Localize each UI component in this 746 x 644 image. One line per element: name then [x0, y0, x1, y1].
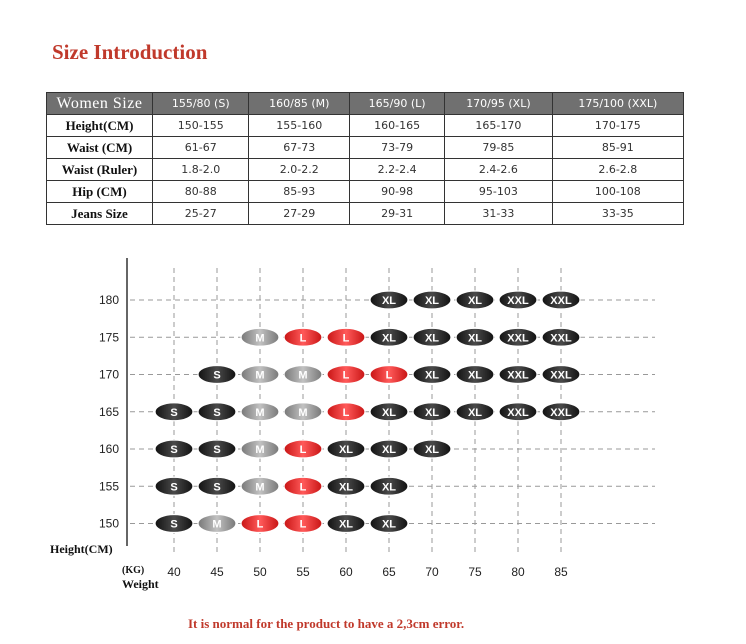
size-marker-xl: [370, 403, 408, 421]
size-label: XL: [338, 444, 354, 456]
y-tick-label: 155: [98, 479, 119, 494]
x-tick-label: 40: [167, 565, 181, 579]
y-tick-label: 170: [98, 367, 119, 382]
size-label: XL: [424, 295, 440, 307]
size-marker-s: [198, 403, 236, 421]
table-cell: 150-155: [153, 115, 249, 137]
table-row: [47, 115, 684, 137]
size-marker-l: [327, 366, 365, 384]
size-marker-s: [155, 440, 193, 458]
y-tick-label: 165: [98, 404, 119, 419]
table-cell: 165-170: [445, 115, 552, 137]
column-header: 155/80 (S): [153, 93, 249, 115]
size-label: S: [170, 444, 178, 456]
page-title: Size Introduction: [52, 40, 208, 64]
error-note: It is normal for the product to have a 2,3cm error.: [188, 616, 465, 631]
table-cell: 29-31: [350, 203, 445, 225]
size-label: XL: [424, 332, 440, 345]
size-marker-m: [241, 477, 279, 495]
size-marker-xxl: [542, 291, 580, 309]
table-cell: 155-160: [249, 115, 350, 137]
size-label: XL: [467, 406, 483, 419]
size-marker-l: [284, 440, 322, 458]
size-marker-xl: [327, 515, 365, 533]
size-marker-xxl: [542, 328, 580, 346]
x-tick-label: 60: [339, 565, 353, 579]
size-label: M: [255, 369, 265, 382]
size-marker-xl: [413, 366, 451, 384]
table-cell: 2.2-2.4: [350, 159, 445, 181]
table-cell: 61-67: [153, 137, 249, 159]
size-marker-l: [370, 366, 408, 384]
size-label: M: [255, 444, 265, 456]
size-marker-l: [284, 477, 322, 495]
size-marker-xl: [413, 440, 451, 458]
column-header: 160/85 (M): [249, 93, 350, 115]
x-axis-title: Weight: [122, 577, 159, 591]
size-marker-xl: [456, 403, 494, 421]
size-label: M: [298, 406, 308, 419]
size-label: XL: [467, 369, 483, 382]
column-header: 165/90 (L): [350, 93, 445, 115]
size-label: XL: [381, 295, 397, 307]
size-label: XL: [338, 481, 354, 494]
size-label: L: [342, 332, 350, 345]
size-marker-m: [284, 366, 322, 384]
size-marker-xxl: [499, 403, 537, 421]
size-marker-xl: [456, 366, 494, 384]
size-label: S: [213, 369, 221, 382]
x-tick-label: 65: [382, 565, 396, 579]
size-label: M: [212, 518, 222, 531]
table-cell: 25-27: [153, 203, 249, 225]
size-label: XL: [381, 332, 397, 345]
size-label: L: [299, 481, 307, 494]
size-label: XXL: [507, 369, 529, 382]
y-tick-label: 150: [98, 516, 119, 531]
x-tick-label: 85: [554, 565, 568, 579]
size-label: L: [299, 332, 307, 345]
size-label: L: [299, 518, 307, 531]
size-marker-xxl: [542, 403, 580, 421]
row-label: Height(CM): [47, 115, 153, 137]
size-label: L: [342, 369, 350, 382]
size-label: S: [213, 406, 221, 419]
size-marker-xxl: [542, 366, 580, 384]
size-marker-xl: [370, 515, 408, 533]
x-axis-unit: (KG): [122, 565, 145, 576]
size-table: [46, 92, 684, 225]
size-label: XL: [424, 444, 440, 456]
x-tick-label: 55: [296, 565, 310, 579]
column-header: 175/100 (XXL): [552, 93, 683, 115]
size-marker-xl: [370, 328, 408, 346]
size-label: L: [385, 369, 393, 382]
size-marker-m: [241, 440, 279, 458]
size-label: XL: [338, 518, 354, 531]
size-label: XL: [381, 481, 397, 494]
size-marker-m: [241, 403, 279, 421]
table-cell: 85-91: [552, 137, 683, 159]
size-marker-l: [241, 515, 279, 533]
size-marker-xl: [456, 291, 494, 309]
y-axis-title: Height(CM): [50, 542, 113, 556]
size-label: XL: [424, 369, 440, 382]
table-cell: 80-88: [153, 181, 249, 203]
size-label: M: [255, 406, 265, 419]
table-cell: 90-98: [350, 181, 445, 203]
size-label: XXL: [507, 295, 529, 307]
size-marker-m: [241, 328, 279, 346]
size-marker-xl: [327, 477, 365, 495]
size-marker-xxl: [499, 291, 537, 309]
table-cell: 2.6-2.8: [552, 159, 683, 181]
size-marker-xl: [370, 477, 408, 495]
size-label: S: [213, 444, 221, 456]
size-marker-m: [198, 515, 236, 533]
size-label: XL: [424, 406, 440, 419]
size-label: M: [255, 332, 265, 345]
size-marker-m: [241, 366, 279, 384]
size-marker-xxl: [499, 328, 537, 346]
row-label: Jeans Size: [47, 203, 153, 225]
x-tick-label: 70: [425, 565, 439, 579]
table-cell: 1.8-2.0: [153, 159, 249, 181]
size-label: L: [342, 406, 350, 419]
size-label: M: [298, 369, 308, 382]
table-row: [47, 203, 684, 225]
table-cell: 67-73: [249, 137, 350, 159]
size-label: XXL: [550, 295, 572, 307]
row-label: Hip (CM): [47, 181, 153, 203]
table-cell: 2.4-2.6: [445, 159, 552, 181]
size-marker-s: [198, 440, 236, 458]
table-cell: 2.0-2.2: [249, 159, 350, 181]
table-cell: 85-93: [249, 181, 350, 203]
table-corner-cell: Women Size: [47, 93, 153, 115]
row-label: Waist (CM): [47, 137, 153, 159]
size-label: XXL: [550, 332, 572, 345]
size-marker-s: [155, 403, 193, 421]
x-tick-label: 75: [468, 565, 482, 579]
row-label: Waist (Ruler): [47, 159, 153, 181]
size-marker-s: [198, 477, 236, 495]
size-label: S: [213, 481, 221, 494]
table-cell: 170-175: [552, 115, 683, 137]
x-tick-label: 80: [511, 565, 525, 579]
size-label: S: [170, 481, 178, 494]
table-row: [47, 137, 684, 159]
size-label: L: [256, 518, 264, 531]
table-cell: 33-35: [552, 203, 683, 225]
size-marker-xl: [413, 328, 451, 346]
size-marker-m: [284, 403, 322, 421]
size-label: XL: [467, 295, 483, 307]
size-marker-xl: [327, 440, 365, 458]
x-tick-label: 45: [210, 565, 224, 579]
table-cell: 31-33: [445, 203, 552, 225]
table-row: [47, 159, 684, 181]
y-tick-label: 160: [98, 442, 119, 456]
table-cell: 100-108: [552, 181, 683, 203]
x-tick-label: 50: [253, 565, 267, 579]
size-label: S: [170, 518, 178, 531]
table-cell: 27-29: [249, 203, 350, 225]
size-label: S: [170, 406, 178, 419]
size-marker-xl: [456, 328, 494, 346]
size-label: L: [299, 444, 307, 456]
size-label: XXL: [507, 332, 529, 345]
size-label: XL: [381, 518, 397, 531]
size-label: XXL: [550, 406, 572, 419]
size-chart: [0, 240, 746, 600]
size-label: M: [255, 481, 265, 494]
size-label: XXL: [507, 406, 529, 419]
size-label: XL: [381, 406, 397, 419]
size-marker-xl: [370, 291, 408, 309]
table-cell: 79-85: [445, 137, 552, 159]
y-tick-label: 175: [98, 330, 119, 345]
size-marker-xl: [413, 291, 451, 309]
table-row: [47, 181, 684, 203]
table-header-row: [47, 93, 684, 115]
size-marker-xl: [370, 440, 408, 458]
size-label: XXL: [550, 369, 572, 382]
size-marker-xl: [413, 403, 451, 421]
size-marker-l: [327, 328, 365, 346]
size-marker-l: [284, 515, 322, 533]
size-marker-s: [155, 477, 193, 495]
size-marker-xxl: [499, 366, 537, 384]
size-marker-s: [198, 366, 236, 384]
column-header: 170/95 (XL): [445, 93, 552, 115]
table-cell: 73-79: [350, 137, 445, 159]
size-marker-l: [327, 403, 365, 421]
size-label: XL: [467, 332, 483, 345]
table-cell: 95-103: [445, 181, 552, 203]
size-label: XL: [381, 444, 397, 456]
size-marker-s: [155, 515, 193, 533]
size-marker-l: [284, 328, 322, 346]
table-cell: 160-165: [350, 115, 445, 137]
y-tick-label: 180: [98, 293, 119, 307]
